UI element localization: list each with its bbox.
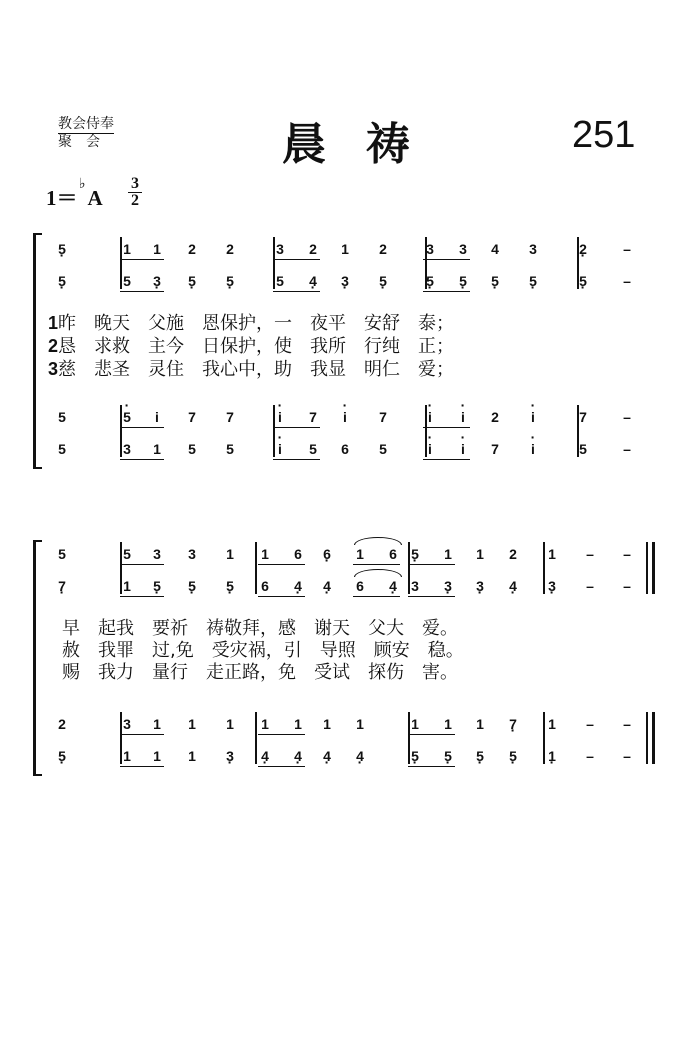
note: 1	[153, 241, 161, 257]
beam-underline	[258, 596, 305, 597]
note: 3	[529, 241, 537, 257]
note: 6	[294, 546, 302, 562]
note: –	[586, 716, 594, 732]
lyric-line-3: 赐 我力 量行 走正路，免 受试 探伤 害。	[62, 662, 458, 683]
note: 5	[426, 273, 434, 289]
note: 3	[153, 273, 161, 289]
note: 5	[491, 273, 499, 289]
note: 4	[356, 748, 364, 764]
hymn-number: 251	[572, 114, 636, 156]
bar-line	[408, 542, 410, 594]
hymn-title: 晨祷	[282, 119, 450, 170]
note: 1	[153, 716, 161, 732]
note: 5	[226, 578, 234, 594]
beam-underline	[423, 459, 470, 460]
note: 7	[379, 409, 387, 425]
note: i	[278, 441, 282, 457]
note: 7	[58, 578, 66, 594]
bar-line	[543, 712, 545, 764]
note: 1	[341, 241, 349, 257]
final-bar-thin	[646, 542, 648, 594]
system-1-lyrics	[48, 312, 454, 381]
note: 5	[309, 441, 317, 457]
note: 3	[123, 716, 131, 732]
note: 1	[261, 546, 269, 562]
note: 5	[411, 748, 419, 764]
time-bottom: 2	[131, 192, 139, 209]
note: 5	[58, 748, 66, 764]
note: 4	[323, 748, 331, 764]
slur	[354, 537, 402, 545]
note: 5	[476, 748, 484, 764]
note: 4	[323, 578, 331, 594]
note: 5	[459, 273, 467, 289]
beam-underline	[258, 734, 305, 735]
beam-underline	[408, 766, 455, 767]
note: 2	[58, 716, 66, 732]
beam-underline	[120, 259, 164, 260]
note: 6	[356, 578, 364, 594]
note: 1	[188, 716, 196, 732]
beam-underline	[408, 596, 455, 597]
note: 4	[294, 578, 302, 594]
note: 2	[226, 241, 234, 257]
beam-underline	[120, 564, 164, 565]
note: 2	[188, 241, 196, 257]
note: 5	[411, 546, 419, 562]
note: 5	[123, 546, 131, 562]
note: 3	[188, 546, 196, 562]
note: 1	[548, 748, 556, 764]
beam-underline	[408, 564, 455, 565]
note: 1	[548, 546, 556, 562]
final-bar-thin	[646, 712, 648, 764]
note: –	[623, 546, 631, 562]
note: 7	[509, 716, 517, 732]
note: i	[428, 441, 432, 457]
note: 6	[341, 441, 349, 457]
note: 1	[294, 716, 302, 732]
note: 5	[153, 578, 161, 594]
note: 5	[379, 273, 387, 289]
slur	[354, 569, 402, 577]
bar-line	[425, 237, 427, 289]
note: 5	[579, 441, 587, 457]
note: 1	[226, 716, 234, 732]
bar-line	[120, 712, 122, 764]
note: i	[155, 409, 159, 425]
note: –	[623, 748, 631, 764]
note: 5	[188, 273, 196, 289]
note: 7	[491, 441, 499, 457]
note: 6	[323, 546, 331, 562]
note: 5	[58, 546, 66, 562]
bar-line	[255, 712, 257, 764]
note: –	[623, 409, 631, 425]
key-letter: A	[87, 186, 103, 210]
key-signature	[46, 182, 103, 212]
note: –	[623, 441, 631, 457]
note: 3	[123, 441, 131, 457]
beam-underline	[120, 596, 164, 597]
note: 5	[58, 241, 66, 257]
time-signature	[127, 176, 143, 209]
beam-underline	[423, 291, 470, 292]
note: 2	[379, 241, 387, 257]
lyric-line-1: 早 起我 要祈 祷敬拜，感 谢天 父大 爱。	[62, 618, 458, 639]
beam-underline	[120, 766, 164, 767]
note: 3	[476, 578, 484, 594]
lyric-line-2: 2恳 求救 主今 日保护，使 我所 行纯 正；	[48, 336, 455, 357]
system-2-lyrics	[62, 618, 464, 684]
note: –	[586, 748, 594, 764]
note: 1	[123, 748, 131, 764]
bar-line	[273, 405, 275, 457]
bar-line	[120, 237, 122, 289]
note: 1	[356, 546, 364, 562]
note: 5	[379, 441, 387, 457]
beam-underline	[120, 734, 164, 735]
note: 5	[58, 441, 66, 457]
note: i	[278, 409, 282, 425]
note: 1	[261, 716, 269, 732]
note: 6	[261, 578, 269, 594]
note: i	[531, 409, 535, 425]
note: 4	[389, 578, 397, 594]
system-2-brace	[33, 540, 42, 776]
note: 5	[123, 409, 131, 425]
lyric-line-2: 赦 我罪 过,免 受灾祸，引 导照 顾安 稳。	[62, 640, 464, 661]
beam-underline	[423, 259, 470, 260]
note: 1	[153, 748, 161, 764]
note: 1	[444, 716, 452, 732]
note: 7	[188, 409, 196, 425]
note: 5	[188, 441, 196, 457]
note: 3	[411, 578, 419, 594]
note: 3	[226, 748, 234, 764]
note: 7	[579, 409, 587, 425]
final-bar-thick	[652, 712, 655, 764]
note: i	[343, 409, 347, 425]
note: 1	[123, 241, 131, 257]
beam-underline	[273, 459, 320, 460]
note: 3	[341, 273, 349, 289]
bar-line	[120, 542, 122, 594]
note: 5	[58, 409, 66, 425]
beam-underline	[423, 427, 470, 428]
note: 3	[276, 241, 284, 257]
note: 3	[548, 578, 556, 594]
beam-underline	[120, 459, 164, 460]
note: 1	[323, 716, 331, 732]
note: 4	[309, 273, 317, 289]
note: 5	[226, 441, 234, 457]
note: i	[461, 409, 465, 425]
key-prefix: 1＝	[46, 186, 78, 210]
note: 6	[389, 546, 397, 562]
beam-underline	[353, 564, 400, 565]
note: 1	[411, 716, 419, 732]
lyric-line-3: 3慈 悲圣 灵住 我心中，助 我显 明仁 爱；	[48, 359, 455, 380]
bar-line	[255, 542, 257, 594]
beam-underline	[408, 734, 455, 735]
note: 3	[426, 241, 434, 257]
note: 2	[309, 241, 317, 257]
bar-line	[543, 542, 545, 594]
note: –	[623, 241, 631, 257]
bar-line	[273, 237, 275, 289]
bar-line	[408, 712, 410, 764]
note: 1	[356, 716, 364, 732]
note: 1	[476, 716, 484, 732]
hymn-category: 教会侍奉	[58, 116, 114, 132]
lyric-line-1: 1昨 晚天 父施 恩保护，一 夜平 安舒 泰；	[48, 313, 455, 334]
time-top: 3	[131, 175, 139, 192]
note: 2	[491, 409, 499, 425]
beam-underline	[120, 427, 164, 428]
bar-line	[577, 405, 579, 457]
beam-underline	[258, 766, 305, 767]
note: 3	[153, 546, 161, 562]
note: 7	[309, 409, 317, 425]
note: 5	[579, 273, 587, 289]
note: 1	[188, 748, 196, 764]
flat-sign: ♭	[79, 176, 86, 192]
note: 2	[579, 241, 587, 257]
note: 1	[226, 546, 234, 562]
note: 5	[509, 748, 517, 764]
beam-underline	[273, 259, 320, 260]
note: 5	[529, 273, 537, 289]
note: 1	[476, 546, 484, 562]
note: 4	[491, 241, 499, 257]
note: 4	[261, 748, 269, 764]
beam-underline	[258, 564, 305, 565]
note: –	[623, 716, 631, 732]
hymn-subcategory: 聚会	[58, 134, 114, 150]
note: –	[586, 546, 594, 562]
beam-underline	[273, 291, 320, 292]
bar-line	[577, 237, 579, 289]
note: 1	[548, 716, 556, 732]
note: 5	[276, 273, 284, 289]
note: 5	[58, 273, 66, 289]
system-1-brace	[33, 233, 42, 469]
beam-underline	[273, 427, 320, 428]
note: 1	[123, 578, 131, 594]
note: 2	[509, 546, 517, 562]
note: i	[428, 409, 432, 425]
note: 4	[294, 748, 302, 764]
bar-line	[425, 405, 427, 457]
note: –	[586, 578, 594, 594]
note: i	[531, 441, 535, 457]
note: 5	[188, 578, 196, 594]
note: –	[623, 578, 631, 594]
beam-underline	[353, 596, 400, 597]
note: –	[623, 273, 631, 289]
note: 3	[459, 241, 467, 257]
final-bar-thick	[652, 542, 655, 594]
note: i	[461, 441, 465, 457]
note: 1	[153, 441, 161, 457]
note: 1	[444, 546, 452, 562]
note: 3	[444, 578, 452, 594]
note: 7	[226, 409, 234, 425]
note: 5	[226, 273, 234, 289]
note: 5	[123, 273, 131, 289]
note: 5	[444, 748, 452, 764]
beam-underline	[120, 291, 164, 292]
bar-line	[120, 405, 122, 457]
note: 4	[509, 578, 517, 594]
